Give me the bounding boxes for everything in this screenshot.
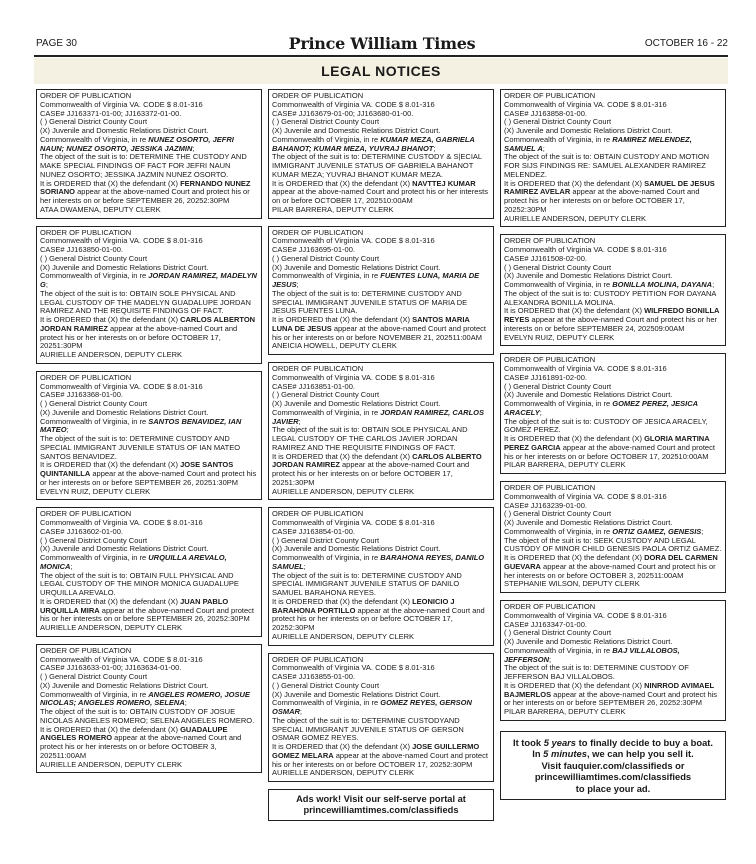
defendant-name: DORA DEL CARMEN GUEVARA: [504, 553, 718, 571]
notice-case: CASE# JJ163633-01-00; JJ163634-01-00.: [40, 663, 182, 673]
order-prefix: It is ORDERED that (X) the defendant (X): [504, 553, 645, 562]
notice-in-re: Commonwealth of Virginia, in re BONILLA MOLINA, DAYANA;: [504, 280, 715, 289]
notice-order: [272, 316, 490, 342]
notice-court-juvenile: (X) Juvenile and Domestic Relations District Court.: [504, 126, 673, 135]
notice-title: ORDER OF PUBLICATION: [272, 227, 364, 237]
deadline: NOVEMBER 21, 202511:00AM: [378, 332, 482, 342]
column-2: [268, 89, 494, 821]
object-prefix: The object of the suit is to:: [504, 663, 594, 673]
notice-in-re: Commonwealth of Virginia, in re KUMAR MEZA, GABRIELA BAHANOT; KUMAR MEZA, YUVRAJ BHANOT;: [272, 134, 475, 153]
notice-court-general: ( ) General District County Court: [40, 399, 148, 408]
notice-court-general: ( ) General District County Court: [40, 672, 148, 681]
notice-court-general: ( ) General District County Court: [504, 509, 612, 519]
notice-clerk: EVELYN RUIZ, DEPUTY CLERK: [40, 486, 151, 496]
ad-line: [505, 737, 721, 749]
order-prefix: It is ORDERED that (X) the defendant (X): [272, 178, 413, 188]
notice-object: [40, 708, 258, 726]
ad-text: It took: [512, 736, 544, 748]
notice-clerk: AURIELLE ANDERSON, DEPUTY CLERK: [40, 759, 182, 769]
order-suffix: appear at the above-named Court and protect his or her interests on or before: [272, 187, 488, 205]
notice-clerk: AURIELLE ANDERSON, DEPUTY CLERK: [504, 213, 646, 223]
order-prefix: It is ORDERED that (X) the defendant (X): [40, 596, 181, 606]
in-re-prefix: Commonwealth of Virginia, in re: [272, 698, 381, 708]
object-prefix: The object of the suit is to:: [40, 152, 130, 162]
in-re-prefix: Commonwealth of Virginia, in re: [40, 134, 149, 144]
order-suffix: appear at the above-named Court and protect his or her interests on or before: [272, 750, 488, 769]
in-re-name: SANTOS BENAVIDEZ, IAN MATEO: [40, 416, 242, 435]
legal-notice: [500, 600, 726, 721]
classifieds-portal-ad: [268, 789, 494, 821]
legal-notice: [36, 226, 262, 364]
notice-title: ORDER OF PUBLICATION: [272, 509, 364, 519]
notice-object: [40, 153, 258, 179]
notice-court-general: ( ) General District County Court: [504, 628, 612, 638]
order-prefix: It is ORDERED that (X) the defendant (X): [40, 178, 181, 188]
notice-court-juvenile: (X) Juvenile and Domestic Relations District Court.: [504, 518, 673, 527]
notice-case: CASE# JJ163850-01-00.: [40, 245, 123, 254]
sell-boat-ad: [500, 731, 726, 801]
notice-court-general: ( ) General District County Court: [504, 381, 612, 391]
legal-notice: [268, 89, 494, 219]
defendant-name: LEONICIO J BARAHONA PORTILLO: [272, 596, 455, 615]
in-re-name: ANGELES ROMERO, JOSUE NICOLAS; ANGELES ROMERO, SELENA: [40, 689, 250, 708]
notice-court-general: ( ) General District County Court: [272, 535, 380, 545]
in-re-name: GOMEZ REYES, GERSON OSMAR: [272, 698, 472, 716]
notice-court-general: ( ) General District County Court: [272, 680, 380, 690]
masthead-logo: Prince William Times: [288, 34, 476, 53]
notice-order: [40, 180, 258, 206]
column-3: [500, 89, 726, 821]
notice-order: [504, 307, 722, 333]
notice-object: [272, 572, 490, 598]
in-re-prefix: Commonwealth of Virginia, in re: [40, 553, 149, 562]
notice-title: ORDER OF PUBLICATION: [40, 509, 132, 519]
defendant-name: SANTOS MARIA LUNA DE JESUS: [272, 315, 470, 333]
order-suffix: appear at the above-named Court and protect his or her interests on or before: [40, 469, 257, 487]
in-re-name: FUENTES LUNA, MARIA DE JESUS: [272, 271, 480, 289]
object-text: CUSTODY OF JESICA ARACELY, GOMEZ PEREZ.: [504, 416, 708, 435]
object-text: OBTAIN CUSTODY OF JOSUE NICOLAS ANGELES ROMERO; SELENA ANGELES ROMERO.: [40, 707, 255, 725]
object-prefix: The object of the suit is to:: [504, 152, 594, 162]
notice-in-re: Commonwealth of Virginia, in re BAJ VILLALOBOS, JEFFERSON;: [504, 645, 680, 664]
notice-in-re: Commonwealth of Virginia, in re URQUILLA AREVALO, MONICA;: [40, 553, 227, 571]
defendant-name: WILFREDO BONILLA REYES: [504, 306, 720, 324]
in-re-name: KUMAR MEZA, GABRIELA BAHANOT; KUMAR MEZA, YUVRAJ BHANOT: [272, 134, 475, 153]
notice-court-juvenile: (X) Juvenile and Domestic Relations District Court.: [40, 126, 209, 135]
order-prefix: It is ORDERED that (X) the defendant (X): [272, 596, 413, 606]
order-suffix: appear at the above-named Court and protect his or her interests on or before: [504, 315, 718, 333]
notice-object: [504, 153, 722, 179]
notice-case: CASE# JJ161508-02-00.: [504, 253, 587, 263]
notice-code: Commonwealth of Virginia VA. CODE $ 8.01-316: [504, 610, 667, 620]
notice-order: [272, 598, 490, 633]
legal-notice: [36, 644, 262, 774]
notice-in-re: Commonwealth of Virginia, in re GOMEZ PEREZ, JESICA ARACELY;: [504, 399, 698, 417]
notice-in-re: Commonwealth of Virginia, in re NUNEZ OSORTO, JEFRI NAUN; NUNEZ OSORTO, JESSIKA JAZMIN;: [40, 134, 234, 153]
object-text: SEEK CUSTODY AND LEGAL CUSTODY OF MINOR CHILD GENESIS PAOLA ORTIZ GAMEZ.: [504, 535, 722, 554]
notice-court-juvenile: (X) Juvenile and Domestic Relations District Court.: [272, 544, 441, 554]
order-prefix: It is ORDERED that (X) the defendant (X): [272, 742, 413, 751]
notice-order: [504, 554, 722, 580]
in-re-prefix: Commonwealth of Virginia, in re: [504, 526, 613, 536]
object-text: OBTAIN SOLE PHYSICAL AND LEGAL CUSTODY OF THE CARLOS JAVIER JORDAN RAMIREZ AND THE REQUISITE FINDINGS OF FACT.: [272, 425, 468, 452]
in-re-prefix: Commonwealth of Virginia, in re: [40, 689, 149, 699]
order-suffix: appear at the above-named Court and protect his or her interests on or before: [40, 733, 242, 751]
order-suffix: appear at the above-named Court and protect his or her interests on or before: [504, 689, 718, 708]
notice-title: ORDER OF PUBLICATION: [504, 355, 596, 365]
notice-code: Commonwealth of Virginia VA. CODE $ 8.01-316: [40, 236, 203, 246]
notice-court-juvenile: (X) Juvenile and Domestic Relations District Court.: [272, 689, 441, 699]
notice-in-re: Commonwealth of Virginia, in re JORDAN RAMIREZ, CARLOS JAVIER;: [272, 407, 485, 426]
notice-court-general: ( ) General District County Court: [504, 262, 612, 272]
in-re-prefix: Commonwealth of Virginia, in re: [272, 553, 381, 562]
deadline: OCTOBER 17, 202510:00AM: [610, 451, 709, 461]
notice-case: CASE# JJ163851-01-00.: [272, 381, 355, 391]
notice-court-juvenile: (X) Juvenile and Domestic Relations District Court.: [504, 637, 673, 646]
notice-order: [40, 316, 258, 351]
object-prefix: The object of the suit is to:: [504, 416, 594, 426]
notice-case: CASE# JJ161891-02-00.: [504, 372, 587, 382]
deadline: SEPTEMBER 26, 20252:30PM: [125, 196, 230, 205]
notices-grid: [36, 89, 728, 821]
notice-court-general: ( ) General District County Court: [272, 253, 380, 263]
in-re-name: NUNEZ OSORTO, JEFRI NAUN; NUNEZ OSORTO, JESSIKA JAZMIN: [40, 134, 234, 153]
notice-title: ORDER OF PUBLICATION: [40, 645, 132, 655]
in-re-prefix: Commonwealth of Virginia, in re: [272, 134, 381, 144]
order-suffix: appear at the above-named Court and protect his or her interests on or before: [40, 187, 250, 205]
order-prefix: It is ORDERED that (X) the defendant (X): [504, 178, 645, 188]
defendant-name: CARLOS ALBERTON JORDAN RAMIREZ: [40, 315, 256, 333]
legal-notice: [36, 507, 262, 637]
notice-in-re: Commonwealth of Virginia, in re SANTOS BENAVIDEZ, IAN MATEO;: [40, 416, 242, 435]
notice-clerk: STEPHANIE WILSON, DEPUTY CLERK: [504, 579, 640, 589]
object-prefix: The object of the suit is to:: [40, 288, 130, 298]
issue-date: OCTOBER 16 - 22: [644, 38, 728, 49]
notice-clerk: AURIELLE ANDERSON, DEPUTY CLERK: [272, 486, 414, 496]
object-prefix: The object of the suit is to:: [272, 570, 362, 580]
notice-code: Commonwealth of Virginia VA. CODE $ 8.01-316: [272, 518, 435, 527]
deadline: SEPTEMBER 26, 20251:30PM: [134, 477, 239, 487]
notice-object: [272, 717, 490, 743]
order-prefix: It is ORDERED that (X) the defendant (X): [40, 724, 181, 734]
object-prefix: The object of the suit is to:: [40, 707, 130, 716]
in-re-prefix: Commonwealth of Virginia, in re: [40, 416, 149, 426]
legal-notice: [500, 234, 726, 346]
defendant-name: CARLOS ALBERTO JORDAN RAMIREZ: [272, 451, 482, 470]
in-re-prefix: Commonwealth of Virginia, in re: [504, 280, 613, 289]
notice-case: CASE# JJ163602-01-00.: [40, 526, 123, 536]
notice-object: [272, 290, 490, 316]
defendant-name: JOSE GUILLERMO GOMEZ MELARA: [272, 742, 480, 760]
ad-emphasis: 5 years: [543, 736, 577, 748]
in-re-prefix: Commonwealth of Virginia, in re: [272, 407, 381, 417]
notice-court-general: ( ) General District County Court: [272, 390, 380, 400]
legal-notice: [268, 362, 494, 500]
defendant-name: JOSE SANTOS QUINTANILLA: [40, 460, 234, 478]
in-re-name: GOMEZ PEREZ, JESICA ARACELY: [504, 399, 698, 417]
object-text: OBTAIN FULL PHYSICAL AND LEGAL CUSTODY OF THE MINOR MONICA GUADALUPE URQUILLA AREVALO.: [40, 570, 239, 597]
order-suffix: appear at the above-named Court and protect his or her interests on or before: [40, 323, 238, 342]
notice-title: ORDER OF PUBLICATION: [272, 654, 364, 664]
in-re-prefix: Commonwealth of Virginia, in re: [272, 271, 381, 281]
object-text: DETERMINE THE CUSTODY AND MAKE SPECIAL FINDINGS OF FACT FOR JEFRI NAUN NUNEZ OSORTO; JESSIKA JAZMIN NUNEZ OSORTO.: [40, 152, 247, 179]
deadline: OCTOBER 17, 20252:30PM: [272, 614, 453, 632]
in-re-name: JORDAN RAMIREZ, MADELYN G: [40, 271, 257, 289]
object-text: OBTAIN SOLE PHYSICAL AND LEGAL CUSTODY OF THE MADELYN GUADALUPE JORDAN RAMIREZ AND THE REQUISITE FINDINGS OF FACT.: [40, 288, 251, 316]
in-re-prefix: Commonwealth of Virginia, in re: [40, 271, 149, 281]
notice-case: CASE# JJ163855-01-00.: [272, 672, 355, 681]
notice-clerk: PILAR BARRERA, DEPUTY CLERK: [272, 204, 394, 214]
defendant-name: SAMUEL DE JESUS RAMIREZ AVELAR: [504, 178, 715, 197]
object-prefix: The object of the suit is to:: [272, 425, 362, 435]
notice-code: Commonwealth of Virginia VA. CODE $ 8.01-316: [272, 236, 435, 246]
legal-notice: [500, 353, 726, 474]
notice-object: [504, 664, 722, 682]
deadline: OCTOBER 3, 202511:00AM: [40, 742, 217, 760]
notice-case: CASE# JJ163347-01-00.: [504, 619, 587, 629]
deadline: OCTOBER 17, 20252:30PM: [504, 196, 685, 214]
in-re-prefix: Commonwealth of Virginia, in re: [504, 645, 613, 655]
in-re-name: ORTIZ GAMEZ, GENESIS: [612, 526, 702, 536]
in-re-prefix: Commonwealth of Virginia, in re: [504, 134, 613, 144]
notice-clerk: AURIELLE ANDERSON, DEPUTY CLERK: [272, 768, 414, 778]
deadline: SEPTEMBER 26, 20252:30PM: [598, 698, 703, 708]
notice-order: [504, 180, 722, 215]
order-prefix: It is ORDERED that (X) the defendant (X): [504, 306, 645, 316]
notice-object: [504, 537, 722, 555]
order-prefix: It is ORDERED that (X) the defendant (X): [40, 460, 181, 470]
object-text: OBTAIN CUSTODY AND MOTION FOR SIJS FINDINGS RE: SAMUEL ALEXANDER RAMIREZ MELENDEZ.: [504, 152, 710, 179]
notice-order: [272, 743, 490, 769]
defendant-name: NINRROD AVIMAEL BAJMERLOS: [504, 680, 714, 699]
notice-in-re: Commonwealth of Virginia, in re ORTIZ GAMEZ, GENESIS;: [504, 526, 704, 536]
notice-title: ORDER OF PUBLICATION: [504, 91, 596, 100]
notice-code: Commonwealth of Virginia VA. CODE $ 8.01-316: [272, 99, 435, 109]
notice-object: [40, 435, 258, 461]
notice-code: Commonwealth of Virginia VA. CODE $ 8.01-316: [504, 99, 667, 109]
notice-order: [40, 461, 258, 487]
notice-order: [504, 682, 722, 708]
notice-code: Commonwealth of Virginia VA. CODE $ 8.01-316: [504, 364, 667, 373]
defendant-name: GUADALUPE ANGELES ROMERO: [40, 724, 228, 743]
notice-code: Commonwealth of Virginia VA. CODE $ 8.01-316: [40, 518, 203, 527]
object-text: DETERMINE CUSTODY AND SPECIAL IMMIGRANT JUVENILE STATUS OF IAN MATEO SANTOS BENAVIDEZ.: [40, 434, 241, 461]
notice-court-general: ( ) General District County Court: [504, 117, 612, 127]
defendant-name: GLORIA MARTINA PEREZ GARCIA: [504, 434, 710, 452]
notice-object: [504, 418, 722, 436]
notice-court-juvenile: (X) Juvenile and Domestic Relations District Court.: [40, 544, 209, 554]
legal-notice: [268, 653, 494, 783]
object-text: DETERMINE CUSTODY AND SPECIAL IMMIGRANT JUVENILE STATUS OF MARIA DE JESUS FUENTES LUNA.: [272, 288, 468, 316]
deadline: OCTOBER 17, 20251:30PM: [40, 332, 221, 351]
defendant-name: FERNANDO NUNEZ SORIANO: [40, 178, 251, 197]
notice-code: Commonwealth of Virginia VA. CODE $ 8.01-316: [504, 491, 667, 501]
notice-case: CASE# JJ163858-01-00.: [504, 108, 587, 118]
order-suffix: appear at the above-named Court and protect his or her interests on or before: [272, 323, 487, 342]
notice-court-general: ( ) General District County Court: [40, 535, 148, 545]
order-prefix: It is ORDERED that (X) the defendant (X): [272, 451, 413, 461]
notice-case: CASE# JJ163695-01-00.: [272, 245, 355, 254]
notice-court-general: ( ) General District County Court: [272, 117, 380, 127]
notice-title: ORDER OF PUBLICATION: [40, 227, 132, 237]
object-text: CUSTODY PETITION FOR DAYANA ALEXANDRA BONILLA MOLINA.: [504, 288, 717, 307]
legal-notice: [268, 507, 494, 645]
notice-court-juvenile: (X) Juvenile and Domestic Relations District Court.: [272, 399, 441, 408]
column-1: [36, 89, 262, 821]
deadline: SEPTEMBER 26, 20252:30PM: [146, 614, 250, 624]
ad-text: In: [532, 748, 544, 760]
legal-notice: [36, 371, 262, 501]
order-suffix: appear at the above-named Court and protect his or her interests on or before: [504, 442, 715, 461]
notice-clerk: AURIELLE ANDERSON, DEPUTY CLERK: [40, 350, 182, 359]
object-text: DETERMINE CUSTODY OF JEFFERSON BAJ VILLALOBOS.: [504, 663, 689, 681]
deadline: SEPTEMBER 24, 202509:00AM: [576, 323, 685, 333]
order-suffix: appear at the above-named Court and protect his or her interests on or before: [272, 605, 485, 624]
order-prefix: It is ORDERED that (X) the defendant (X): [504, 434, 645, 443]
notice-case: CASE# JJ163239-01-00.: [504, 500, 587, 510]
page-number: PAGE 30: [36, 38, 77, 49]
notice-case: CASE# JJ163371-01-00; JJ163372-01-00.: [40, 108, 182, 118]
in-re-name: URQUILLA AREVALO, MONICA: [40, 553, 227, 571]
notice-object: [40, 572, 258, 598]
notice-in-re: Commonwealth of Virginia, in re FUENTES LUNA, MARIA DE JESUS;: [272, 271, 480, 289]
deadline: OCTOBER 17, 20251:30PM: [272, 469, 453, 487]
object-prefix: The object of the suit is to:: [504, 535, 594, 545]
in-re-prefix: Commonwealth of Virginia, in re: [504, 399, 613, 408]
legal-notice: [500, 89, 726, 227]
object-prefix: The object of the suit is to:: [40, 570, 130, 580]
in-re-name: RAMIREZ MELENDEZ, SAMUEL A: [504, 134, 692, 153]
notice-clerk: PILAR BARRERA, DEPUTY CLERK: [504, 460, 626, 470]
order-prefix: It is ORDERED that (X) the defendant (X): [504, 680, 645, 690]
object-prefix: The object of the suit is to:: [272, 715, 362, 725]
notice-clerk: PILAR BARRERA, DEPUTY CLERK: [504, 707, 626, 716]
notice-title: ORDER OF PUBLICATION: [504, 602, 596, 611]
notice-clerk: AURIELLE ANDERSON, DEPUTY CLERK: [40, 623, 182, 632]
ad-text: to finally decide to buy a boat.: [576, 736, 714, 748]
order-suffix: appear at the above-named Court and protect his or her interests on or before: [272, 460, 470, 478]
notice-title: ORDER OF PUBLICATION: [40, 91, 132, 100]
in-re-name: BONILLA MOLINA, DAYANA: [612, 280, 713, 289]
ad-line: [505, 748, 721, 760]
notice-clerk: ANEICIA HOWELL, DEPUTY CLERK: [272, 341, 397, 351]
notice-order: [272, 180, 490, 206]
notice-in-re: Commonwealth of Virginia, in re BARAHONA REYES, DANILO SAMUEL;: [272, 553, 485, 571]
deadline: OCTOBER 3, 202511:00AM: [589, 570, 684, 580]
defendant-name: JUAN PABLO URQUILLA MIRA: [40, 596, 229, 615]
object-prefix: The object of the suit is to:: [504, 288, 594, 298]
notice-in-re: Commonwealth of Virginia, in re ANGELES ROMERO, JOSUE NICOLAS; ANGELES ROMERO, SELENA;: [40, 689, 250, 708]
notice-object: [504, 290, 722, 308]
notice-title: ORDER OF PUBLICATION: [40, 372, 132, 382]
notice-court-juvenile: (X) Juvenile and Domestic Relations District Court.: [504, 271, 673, 281]
notice-object: [272, 153, 490, 179]
notice-code: Commonwealth of Virginia VA. CODE $ 8.01-316: [504, 245, 667, 254]
ad-text: , we can help you sell it.: [586, 748, 694, 760]
notice-case: CASE# JJ163679-01-00; JJ163680-01-00.: [272, 108, 414, 118]
notice-court-juvenile: (X) Juvenile and Domestic Relations District Court.: [40, 262, 209, 272]
notice-code: Commonwealth of Virginia VA. CODE $ 8.01-316: [40, 654, 203, 664]
section-title: LEGAL NOTICES: [34, 58, 728, 84]
notice-order: [40, 726, 258, 761]
object-prefix: The object of the suit is to:: [40, 434, 130, 443]
notice-court-juvenile: (X) Juvenile and Domestic Relations District Court.: [40, 680, 209, 690]
notice-code: Commonwealth of Virginia VA. CODE $ 8.01-316: [272, 372, 435, 382]
order-suffix: appear at the above-named Court and protect his or her interests on or before: [504, 187, 700, 205]
notice-case: CASE# JJ163368-01-00.: [40, 390, 123, 400]
legal-notice: [500, 481, 726, 593]
deadline: OCTOBER 17, 20252:30PM: [378, 759, 473, 769]
deadline: OCTOBER 17, 202510:00AM: [314, 196, 413, 205]
notice-object: [272, 426, 490, 452]
notice-court-juvenile: (X) Juvenile and Domestic Relations District Court.: [272, 126, 441, 135]
notice-title: ORDER OF PUBLICATION: [504, 483, 596, 492]
defendant-name: NAVTTEJ KUMAR: [412, 178, 476, 188]
notice-court-general: ( ) General District County Court: [40, 117, 148, 127]
legal-notice: [268, 226, 494, 356]
notice-case: CASE# JJ163854-01-00.: [272, 526, 355, 536]
ad-line: Ads work! Visit our self-serve portal at: [296, 794, 466, 804]
notice-court-general: ( ) General District County Court: [40, 253, 148, 263]
notice-order: [40, 598, 258, 624]
ad-link[interactable]: princewilliamtimes.com/classifieds: [303, 805, 459, 815]
in-re-name: JORDAN RAMIREZ, CARLOS JAVIER: [272, 407, 485, 426]
notice-court-juvenile: (X) Juvenile and Domestic Relations District Court.: [40, 407, 209, 417]
notice-in-re: Commonwealth of Virginia, in re JORDAN RAMIREZ, MADELYN G;: [40, 271, 257, 289]
notice-object: [40, 290, 258, 316]
page-header: [36, 34, 728, 54]
notice-title: ORDER OF PUBLICATION: [272, 91, 364, 100]
notice-title: ORDER OF PUBLICATION: [504, 236, 596, 246]
object-text: DETERMINE CUSTODY AND SPECIAL IMMIGRANT JUVENILE STATUS OF DANILO SAMUEL BARAHONA REYES.: [272, 570, 462, 597]
notice-court-juvenile: (X) Juvenile and Domestic Relations District Court.: [504, 390, 673, 400]
object-prefix: The object of the suit is to:: [272, 152, 362, 162]
ad-link[interactable]: Visit fauquier.com/classifieds or: [541, 759, 685, 771]
notice-code: Commonwealth of Virginia VA. CODE $ 8.01-316: [40, 99, 203, 109]
notice-clerk: AURIELLE ANDERSON, DEPUTY CLERK: [272, 631, 414, 641]
order-prefix: It is ORDERED that (X) the defendant (X): [272, 315, 413, 324]
notice-clerk: ATAA DWAMENA, DEPUTY CLERK: [40, 204, 161, 214]
object-text: DETERMINE CUSTODY & S|ECIAL IMMIGRANT JUVENILE STATUS OF GABRIELA BAHANOT KUMAR MEZA; YUVRAJ BHANOT KUMAR MEZA.: [272, 152, 482, 179]
notice-in-re: Commonwealth of Virginia, in re GOMEZ REYES, GERSON OSMAR;: [272, 698, 472, 716]
ad-line: to place your ad.: [575, 782, 651, 794]
notice-code: Commonwealth of Virginia VA. CODE $ 8.01-316: [40, 381, 203, 391]
notice-in-re: Commonwealth of Virginia, in re RAMIREZ MELENDEZ, SAMUEL A;: [504, 134, 692, 153]
in-re-name: BARAHONA REYES, DANILO SAMUEL: [272, 553, 485, 571]
ad-link[interactable]: princewilliamtimes.com/classifieds: [534, 771, 692, 783]
notice-clerk: EVELYN RUIZ, DEPUTY CLERK: [504, 332, 615, 342]
order-prefix: It is ORDERED that (X) the defendant (X): [40, 315, 181, 324]
notice-order: [504, 435, 722, 461]
legal-notice: [36, 89, 262, 219]
in-re-name: BAJ VILLALOBOS, JEFFERSON: [504, 645, 680, 664]
object-text: DETERMINE CUSTODYAND SPECIAL IMMIGRANT JUVENILE STATUS OF GERSON OSMAR GOMEZ REYES.: [272, 715, 464, 743]
notice-code: Commonwealth of Virginia VA. CODE $ 8.01-316: [272, 663, 435, 673]
order-suffix: appear at the above-named Court and protect his or her interests on or before: [504, 561, 716, 580]
notice-title: ORDER OF PUBLICATION: [272, 364, 364, 373]
notice-order: [272, 453, 490, 488]
order-suffix: appear at the above-named Court and protect his or her interests on or before: [40, 605, 254, 624]
header-rule: [34, 55, 728, 57]
ad-emphasis: 5 minutes: [543, 748, 587, 760]
notice-court-juvenile: (X) Juvenile and Domestic Relations District Court.: [272, 262, 441, 272]
object-prefix: The object of the suit is to:: [272, 288, 362, 298]
